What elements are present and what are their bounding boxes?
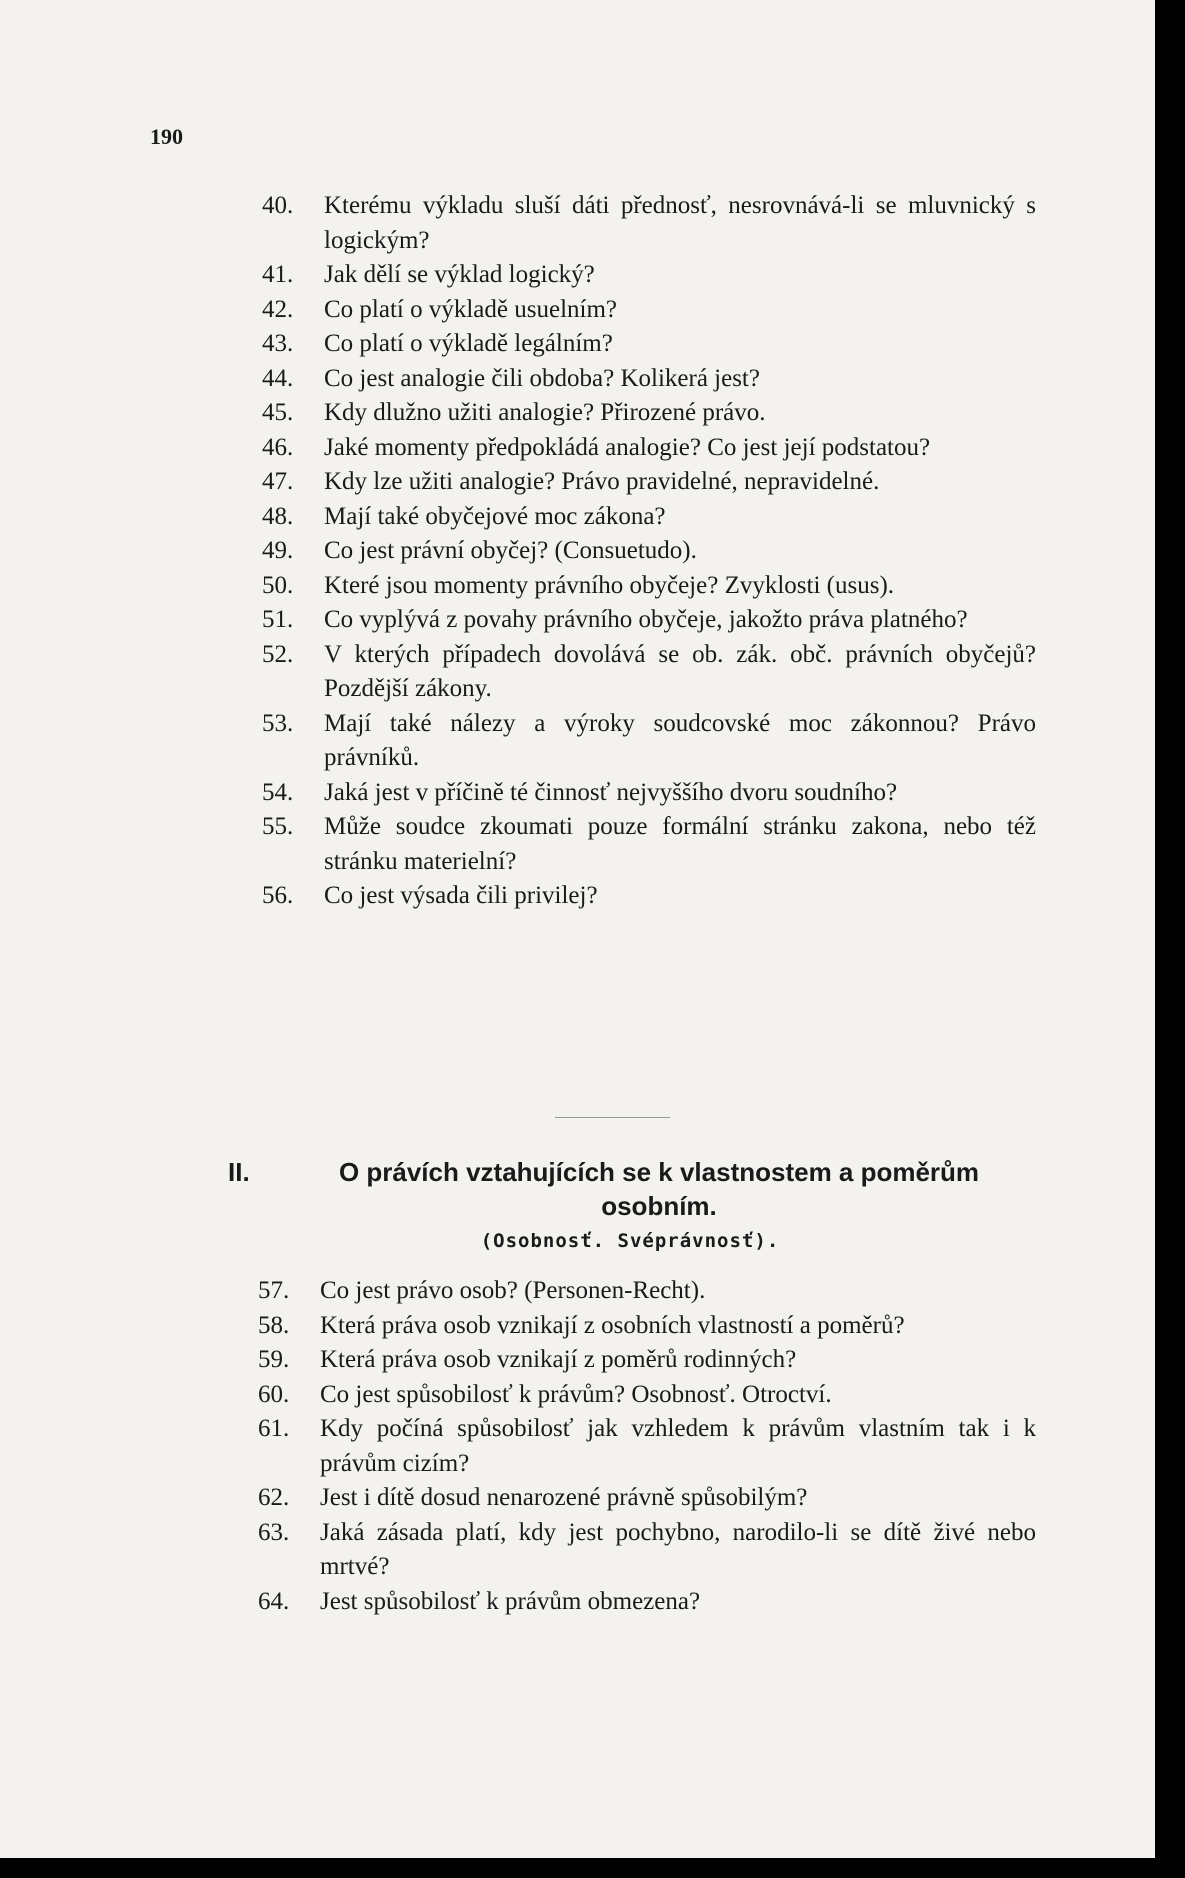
- question-text: Co platí o výkladě usuelním?: [324, 295, 618, 323]
- question-list-part-1: [262, 189, 1036, 914]
- question-item: [258, 1481, 1036, 1516]
- question-item: [262, 258, 1036, 293]
- section-heading: [228, 1155, 1038, 1223]
- question-item: [262, 431, 1036, 466]
- question-text: Kdy dlužno užiti analogie? Přirozené právo.: [324, 399, 766, 426]
- question-item: [262, 603, 1036, 638]
- section-title: O právích vztahujících se k vlastnostem a poměrům osobním.: [338, 1157, 980, 1221]
- question-number: 47.: [262, 468, 294, 495]
- section-subtitle: (Osobnosť. Svéprávnosť).: [480, 1230, 780, 1252]
- question-text: Co jest právní obyčej? (Consuetudo).: [324, 537, 697, 564]
- question-number: 61.: [258, 1415, 290, 1442]
- question-item: [262, 465, 1036, 500]
- question-item: [262, 879, 1036, 914]
- question-text: Co platí o výkladě legálním?: [324, 330, 613, 357]
- question-text: Jest i dítě dosud nenarozené právně spůsobilým?: [320, 1484, 808, 1511]
- question-text: Co vyplývá z povahy právního obyčeje, jakožto práva platného?: [324, 606, 968, 633]
- section-divider: [555, 1117, 670, 1118]
- question-text: Jaká zásada platí, kdy jest pochybno, narodilo-li se dítě živé nebo mrtvé?: [320, 1518, 1036, 1580]
- question-text: Kdy počíná spůsobilosť jak vzhledem k právům vlastním tak i k právům cizím?: [320, 1415, 1036, 1477]
- question-item: [258, 1378, 1036, 1413]
- question-item: [262, 810, 1036, 879]
- question-item: [262, 362, 1036, 397]
- question-number: 59.: [258, 1346, 290, 1373]
- question-text: Co jest spůsobilosť k právům? Osobnosť. Otroctví.: [320, 1380, 832, 1408]
- question-number: 50.: [262, 571, 294, 599]
- question-text: Co jest analogie čili obdoba? Kolikerá jest?: [324, 364, 760, 392]
- question-list-part-2: [258, 1274, 1036, 1619]
- question-item: [258, 1585, 1036, 1620]
- question-number: 54.: [262, 778, 294, 806]
- question-text: Může soudce zkoumati pouze formální stránku zakona, nebo též stránku materielní?: [324, 813, 1036, 875]
- scan-border-bottom: [0, 1858, 1185, 1878]
- question-number: 58.: [258, 1311, 290, 1339]
- question-item: [262, 534, 1036, 569]
- question-number: 45.: [262, 399, 294, 426]
- question-item: [262, 396, 1036, 431]
- question-text: Co jest právo osob? (Personen-Recht).: [320, 1277, 706, 1304]
- question-item: [262, 776, 1036, 811]
- question-number: 46.: [262, 433, 294, 461]
- question-text: Co jest výsada čili privilej?: [324, 882, 598, 909]
- question-number: 56.: [262, 882, 294, 909]
- question-number: 40.: [262, 192, 294, 219]
- question-item: [262, 327, 1036, 362]
- question-text: Jak dělí se výklad logický?: [324, 261, 595, 288]
- question-number: 49.: [262, 537, 294, 564]
- question-number: 62.: [258, 1484, 290, 1511]
- question-item: [258, 1412, 1036, 1481]
- question-text: Kdy lze užiti analogie? Právo pravidelné, nepravidelné.: [324, 468, 880, 495]
- question-item: [258, 1516, 1036, 1585]
- question-item: [262, 189, 1036, 258]
- question-number: 51.: [262, 606, 294, 633]
- question-item: [262, 707, 1036, 776]
- section-number: II.: [228, 1157, 250, 1187]
- question-number: 55.: [262, 813, 294, 840]
- question-number: 63.: [258, 1518, 290, 1546]
- question-item: [262, 638, 1036, 707]
- question-item: [262, 569, 1036, 604]
- question-number: 43.: [262, 330, 294, 357]
- question-text: Jest spůsobilosť k právům obmezena?: [320, 1587, 701, 1615]
- question-number: 42.: [262, 295, 294, 323]
- question-item: [258, 1309, 1036, 1344]
- question-number: 64.: [258, 1587, 290, 1615]
- question-text: Která práva osob vznikají z poměrů rodinných?: [320, 1346, 797, 1373]
- question-text: Které jsou momenty právního obyčeje? Zvyklosti (usus).: [324, 571, 895, 599]
- question-text: Která práva osob vznikají z osobních vlastností a poměrů?: [320, 1311, 905, 1339]
- question-number: 53.: [262, 709, 294, 737]
- question-item: [262, 293, 1036, 328]
- question-number: 52.: [262, 640, 294, 668]
- question-number: 48.: [262, 502, 294, 530]
- question-item: [262, 500, 1036, 535]
- page-number: 190: [150, 124, 183, 149]
- question-text: V kterých případech dovolává se ob. zák. obč. právních obyčejů? Pozdější zákony.: [324, 640, 1036, 702]
- question-item: [258, 1343, 1036, 1378]
- question-number: 44.: [262, 364, 294, 392]
- question-number: 60.: [258, 1380, 290, 1408]
- question-item: [258, 1274, 1036, 1309]
- question-text: Mají také obyčejové moc zákona?: [324, 502, 666, 530]
- question-text: Kterému výkladu sluší dáti přednosť, nesrovnává-li se mluvnický s logickým?: [324, 192, 1036, 254]
- question-text: Jaké momenty předpokládá analogie? Co jest její podstatou?: [324, 433, 931, 461]
- question-number: 57.: [258, 1277, 290, 1304]
- question-text: Mají také nálezy a výroky soudcovské moc zákonnou? Právo právníků.: [324, 709, 1036, 771]
- question-number: 41.: [262, 261, 294, 288]
- scan-border-right: [1155, 0, 1185, 1878]
- question-text: Jaká jest v příčině té činnosť nejvyššího dvoru soudního?: [324, 778, 898, 806]
